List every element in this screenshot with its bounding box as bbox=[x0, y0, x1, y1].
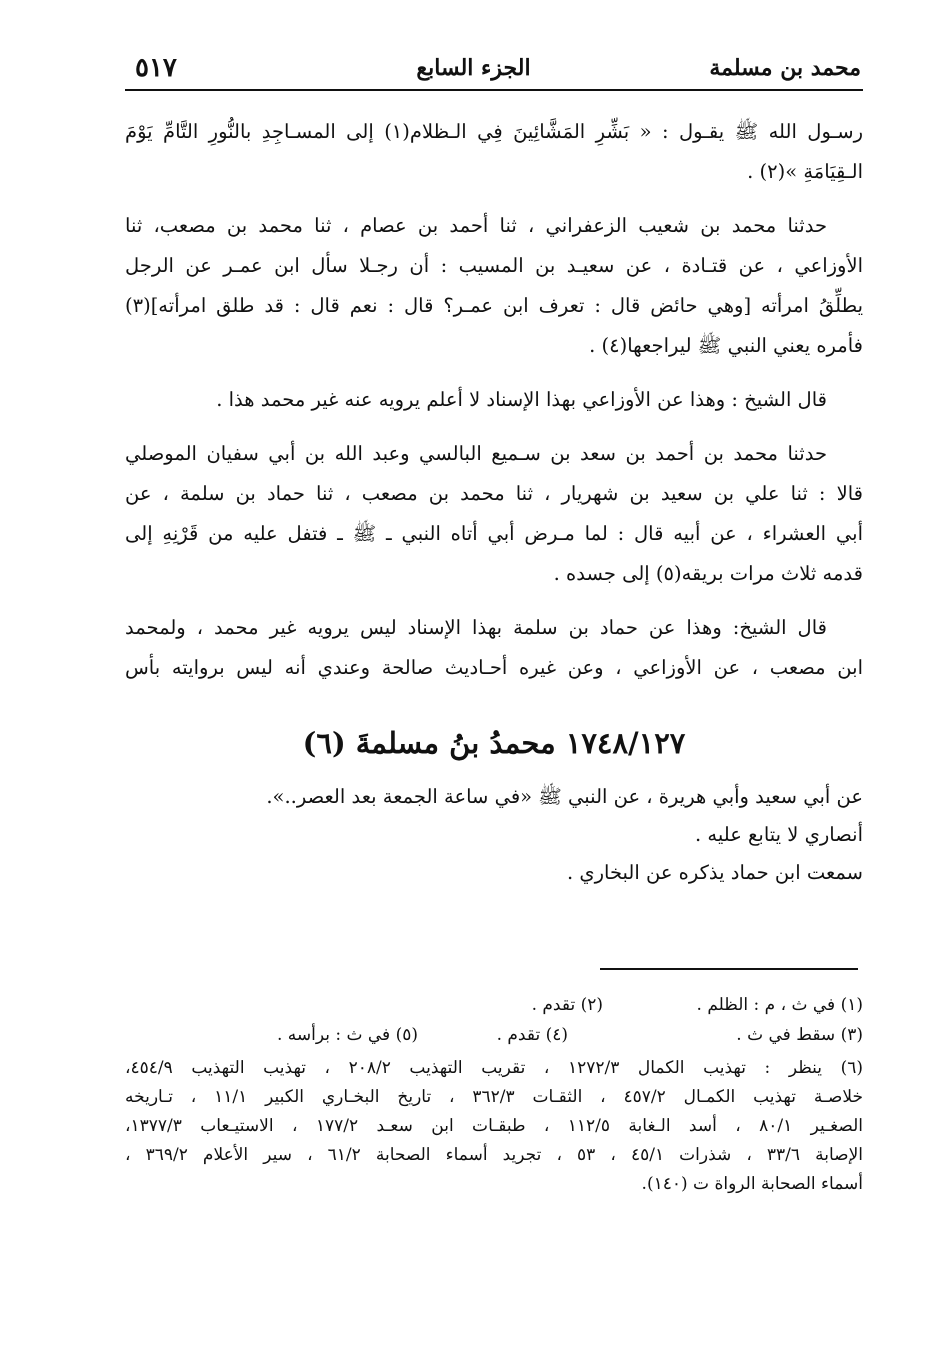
paragraph-isnad-healing bbox=[125, 434, 863, 594]
paragraph-shaykh-comment-1 bbox=[125, 380, 863, 420]
paragraph-hadith-walkers bbox=[125, 112, 863, 192]
footnote-3: (٣) سقط في ث . bbox=[736, 1025, 863, 1045]
text-line: أبي العشراء ، عن أبيه قال : لما مـرض أبي أتاه النبي ـ ﷺ ـ فتفل عليه من قَرْنِهِ إلى bbox=[125, 522, 863, 545]
text-line: قال الشيخ : وهذا عن الأوزاعي بهذا الإسناد لا أعلم يرويه عنه غير محمد هذا . bbox=[216, 388, 827, 411]
footnote-line: الإصابة ٣٣/٦ ، شذرات ٤٥/١ ، ٥٣ ، تجريد أسماء الصحابة ٦١/٢ ، سير الأعلام ٣٦٩/٢ ، bbox=[125, 1145, 863, 1165]
paragraph-isnad-divorce bbox=[125, 206, 863, 366]
text-line: حدثنا محمد بن شعيب الزعفراني ، ثنا أحمد بن عصام ، ثنا محمد بن مصعب، ثنا bbox=[125, 214, 827, 237]
text-line: يطلِّقُ امرأته [وهي حائض قال : تعرف ابن عمـر؟ قال : نعم قال : قد طلق امرأته](٣) bbox=[125, 294, 863, 317]
footnote-rule bbox=[600, 968, 858, 970]
footnotes bbox=[125, 990, 863, 1199]
footnote-line: (٦) ينظر : تهذيب الكمال ١٢٧٢/٣ ، تقريب التهذيب ٢٠٨/٢ ، تهذيب التهذيب ٤٥٤/٩، bbox=[125, 1058, 863, 1078]
paragraph-shaykh-comment-2 bbox=[125, 608, 863, 688]
header-rule bbox=[125, 89, 863, 91]
footnote-row-2 bbox=[125, 1020, 863, 1050]
text-line: حدثنا محمد بن أحمد بن سعد بن سـميع البالسي وعبد الله بن أبي سفيان الموصلي bbox=[125, 442, 827, 465]
footnote-line: خلاصـة تهذيب الكمـال ٤٥٧/٢ ، الثقـات ٣٦٢/٣ ، تاريخ البخـاري الكبير ١١/١ ، تـاريخه bbox=[125, 1087, 863, 1107]
running-title: محمد بن مسلمة bbox=[709, 55, 861, 81]
text-line: الـقِيَامَةِ »(٢) . bbox=[747, 160, 863, 183]
page-number: ٥١٧ bbox=[135, 53, 177, 83]
footnote-row-1 bbox=[125, 990, 863, 1020]
text-line: سمعت ابن حماد يذكره عن البخاري . bbox=[566, 861, 863, 884]
footnote-line: أسماء الصحابة الرواة ت (١٤٠). bbox=[641, 1174, 863, 1194]
text-line: فأمره يعني النبي ﷺ ليراجعها(٤) . bbox=[589, 334, 863, 357]
footnote-6 bbox=[125, 1054, 863, 1199]
volume-label: الجزء السابع bbox=[416, 55, 531, 81]
text-line: قدمه ثلاث مرات بريقه(٥) إلى جسده . bbox=[553, 562, 863, 585]
footnote-4: (٤) تقدم . bbox=[496, 1025, 568, 1045]
text-line: قال الشيخ: وهذا عن حماد بن سلمة بهذا الإسناد ليس يرويه غير محمد ، ولمحمد bbox=[125, 616, 827, 639]
text-line: الأوزاعي ، عن قتـادة ، عن سعيـد بن المسيب : أن رجـلا سأل ابن عمـر عن الرجل bbox=[125, 254, 863, 277]
entry-title: ١٧٤٨/١٢٧ محمدُ بنُ مسلمةَ (٦) bbox=[302, 726, 686, 760]
footnote-2: (٢) تقدم . bbox=[531, 995, 603, 1015]
footnote-1: (١) في ث ، م : الظلم . bbox=[696, 995, 863, 1015]
text-line: أنصاري لا يتابع عليه . bbox=[695, 823, 863, 846]
footnote-line: الصغـير ٨٠/١ ، أسد الـغابة ١١٢/٥ ، طبقـات ابن سعـد ١٧٧/٢ ، الاستيـعاب ١٣٧٧/٣، bbox=[125, 1116, 863, 1136]
text-line: قالا : ثنا علي بن سعيد بن شهريار ، ثنا محمد بن مصعب ، ثنا حماد بن سلمة ، عن bbox=[125, 482, 863, 505]
text-line: عن أبي سعيد وأبي هريرة ، عن النبي ﷺ «في ساعة الجمعة بعد العصر..». bbox=[266, 785, 863, 808]
text-line: رسـول الله ﷺ يقـول : « بَشِّرِ المَشَّائِينَ فِي الـظلام(١) إلى المسـاجِدِ بالنُّورِ التَّامِّ يَوْمَ bbox=[125, 120, 863, 143]
footnote-5: (٥) في ث : برأسه . bbox=[276, 1025, 418, 1045]
text-line: ابن مصعب ، عن الأوزاعي ، وعن غيره أحـاديث صالحة وعندي أنه ليس بروايته بأس bbox=[125, 656, 863, 679]
main-text bbox=[125, 112, 863, 892]
